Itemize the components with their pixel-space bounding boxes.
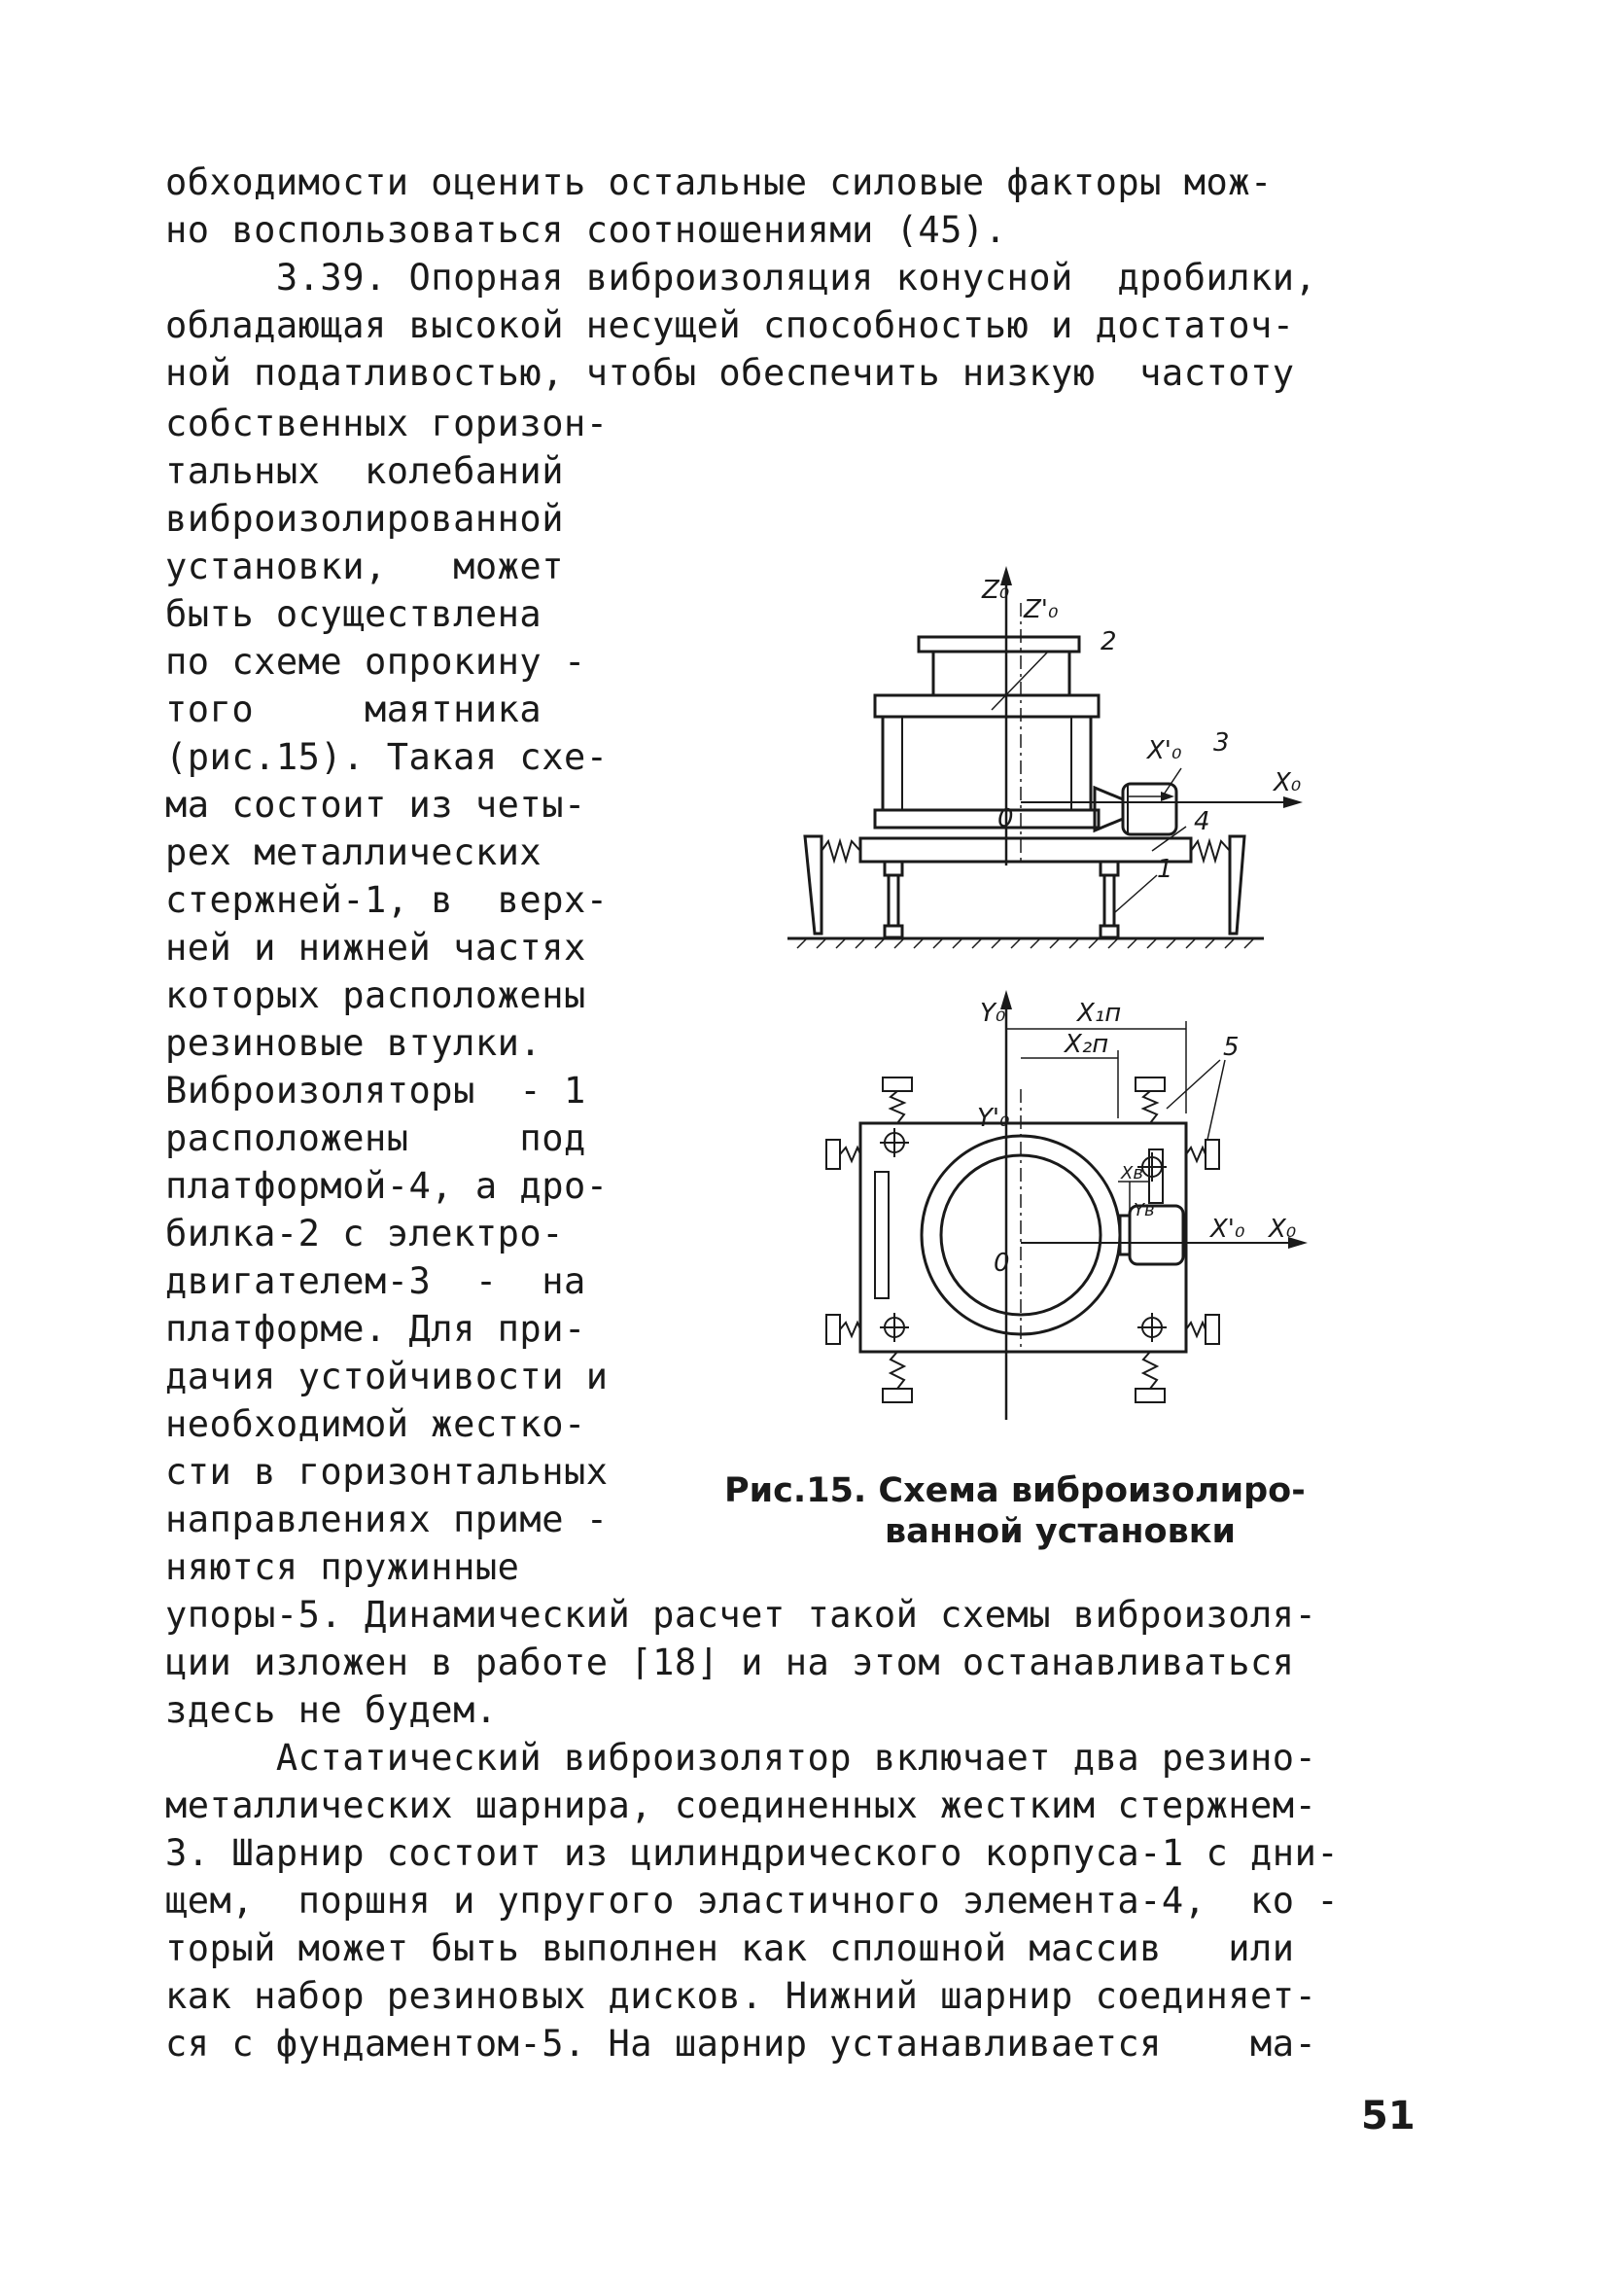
label-5: 5 xyxy=(1223,1033,1240,1062)
text-line: 3.39. Опорная виброизоляция конусной дробилки, xyxy=(165,257,1317,299)
text-line: которых расположены xyxy=(165,974,586,1016)
label-origin-plan: 0 xyxy=(994,1249,1010,1278)
text-line: щем, поршня и упругого эластичного элемента-4, ко - xyxy=(165,1880,1340,1922)
text-line: сти в горизонтальных xyxy=(165,1451,609,1493)
figure-caption-line2: ванной установки xyxy=(885,1512,1237,1551)
label-x2p: X₂п xyxy=(1065,1030,1109,1059)
label-z0-prime: Z'₀ xyxy=(1024,595,1059,624)
figure-15 xyxy=(787,545,1332,1420)
label-origin-side: 0 xyxy=(997,804,1014,833)
label-3: 3 xyxy=(1213,728,1230,758)
text-line: платформе. Для при- xyxy=(165,1308,586,1350)
label-1: 1 xyxy=(1157,855,1173,884)
text-line: няются пружинные xyxy=(165,1546,520,1588)
label-yv: Yв xyxy=(1134,1200,1155,1220)
text-line: (рис.15). Такая схе- xyxy=(165,736,609,778)
text-line: 3. Шарнир состоит из цилиндрического корпуса-1 с дни- xyxy=(165,1832,1340,1874)
text-line: дачия устойчивости и xyxy=(165,1356,609,1397)
label-2: 2 xyxy=(1101,627,1117,656)
text-line: платформой-4, а дро- xyxy=(165,1165,609,1207)
text-line: упоры-5. Динамический расчет такой схемы виброизоля- xyxy=(165,1594,1317,1636)
label-z0: Z₀ xyxy=(982,576,1010,605)
label-x0-prime-plan: X'₀ xyxy=(1210,1215,1245,1244)
text-line: того маятника xyxy=(165,689,542,730)
label-x0-plan: X₀ xyxy=(1269,1215,1297,1244)
page-number: 51 xyxy=(1361,2094,1416,2138)
text-line: быть осуществлена xyxy=(165,593,542,635)
label-x0-prime-side: X'₀ xyxy=(1147,736,1182,765)
label-x0-side: X₀ xyxy=(1274,768,1302,797)
text-line: ней и нижней частях xyxy=(165,927,586,969)
text-line: как набор резиновых дисков. Нижний шарнир соединяет- xyxy=(165,1975,1317,2017)
text-line: установки, может xyxy=(165,546,564,587)
text-line: тальных колебаний xyxy=(165,450,564,492)
text-line: по схеме опрокину - xyxy=(165,641,586,683)
text-line: торый может быть выполнен как сплошной массив или xyxy=(165,1927,1295,1969)
text-line: расположены под xyxy=(165,1117,586,1159)
text-line: ной податливостью, чтобы обеспечить низкую частоту xyxy=(165,352,1295,394)
vibration-isolation-diagram xyxy=(787,545,1332,1420)
text-line: металлических шарнира, соединенных жестким стержнем- xyxy=(165,1784,1317,1826)
text-line: ся с фундаментом-5. На шарнир устанавливается ма- xyxy=(165,2023,1317,2065)
text-line: стержней-1, в верх- xyxy=(165,879,609,921)
text-line: необходимой жестко- xyxy=(165,1403,586,1445)
text-line: здесь не будем. xyxy=(165,1689,498,1731)
label-xv: Xв xyxy=(1121,1163,1143,1183)
text-line: рех металлических xyxy=(165,831,542,873)
text-line: Астатический виброизолятор включает два резино- xyxy=(165,1737,1317,1779)
text-line: обходимости оценить остальные силовые факторы мож- xyxy=(165,161,1273,203)
label-x1p: X₁п xyxy=(1077,999,1122,1028)
text-line: ции изложен в работе ⌈18⌋ и на этом останавливаться xyxy=(165,1642,1295,1683)
figure-caption-line1: Рис.15. Схема виброизолиро- xyxy=(724,1471,1306,1510)
text-line: виброизолированной xyxy=(165,498,564,540)
text-line: ма состоит из четы- xyxy=(165,784,586,826)
label-y0-prime: Y'₀ xyxy=(977,1104,1010,1133)
text-line: обладающая высокой несущей способностью и достаточ- xyxy=(165,304,1295,346)
text-line: но воспользоваться соотношениями (45). xyxy=(165,209,1007,251)
text-line: собственных горизон- xyxy=(165,403,609,444)
label-4: 4 xyxy=(1194,807,1210,836)
text-line: Виброизоляторы - 1 xyxy=(165,1070,586,1112)
text-line: резиновые втулки. xyxy=(165,1022,542,1064)
text-line: билка-2 с электро- xyxy=(165,1213,564,1254)
text-line: направлениях приме - xyxy=(165,1499,609,1540)
text-line: двигателем-3 - на xyxy=(165,1260,586,1302)
label-y0: Y₀ xyxy=(980,999,1006,1028)
